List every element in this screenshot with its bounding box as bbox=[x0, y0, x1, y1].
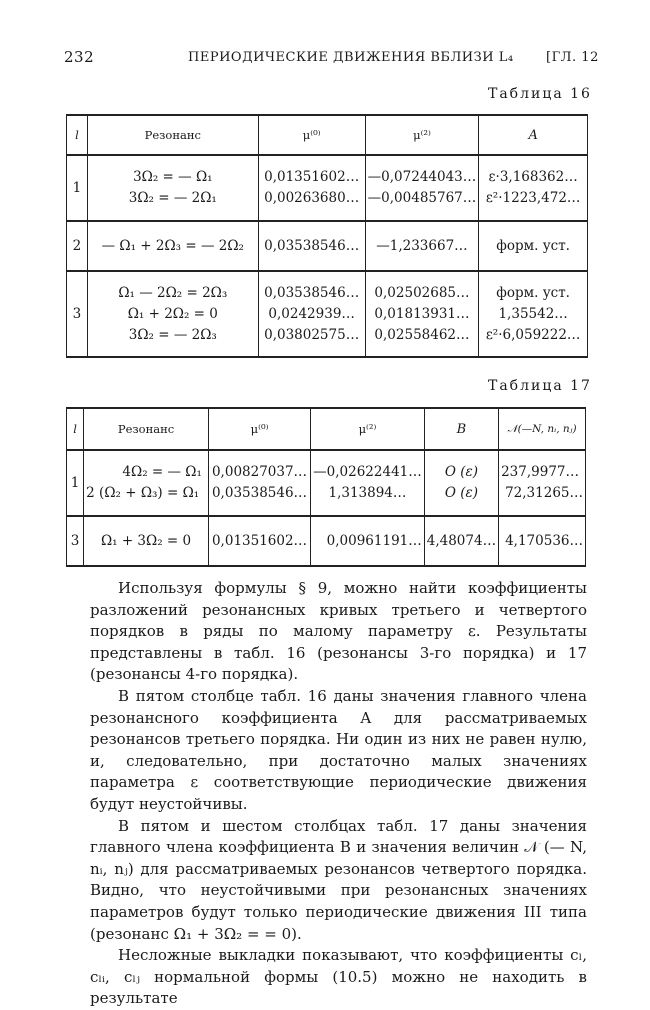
paragraph: Несложные выкладки показывают, что коэффициенты cₗ, cₗᵢ, cₗⱼ нормальной формы (10.5) можно не находить в результате bbox=[90, 946, 587, 1008]
a-cell bbox=[479, 155, 588, 221]
n-cell bbox=[499, 516, 586, 566]
paragraph: В пятом столбце табл. 16 даны значения главного члена резонансного коэффициента A для рассматриваемых резонансов третьего порядка. Ни один из них не равен нулю, и, следовательно, при достаточно малых значениях параметра ε соответствующие периодические движения будут неустойчивы. bbox=[90, 686, 587, 813]
n-cell bbox=[499, 450, 586, 516]
mu2-value: 1,313894… bbox=[328, 485, 407, 501]
body-text bbox=[90, 578, 587, 1010]
mu0-cell bbox=[258, 221, 365, 271]
table17-header-mu2: μ⁽²⁾ bbox=[311, 408, 425, 450]
row-index: 3 bbox=[67, 271, 88, 357]
mu0-value: 0,03802575… bbox=[264, 326, 360, 343]
a-cell bbox=[479, 221, 588, 271]
mu2-value: 0,00961191… bbox=[326, 532, 422, 549]
table-row bbox=[67, 155, 588, 221]
resonance-value: Ω₁ + 3Ω₂ = 0 bbox=[100, 532, 192, 549]
b-cell bbox=[424, 450, 498, 516]
table16-header-mu0: μ⁽⁰⁾ bbox=[258, 115, 365, 155]
a-value: ε²·1223,472… bbox=[485, 190, 581, 206]
resonance-value: 3Ω₂ = — 2Ω₁ bbox=[128, 190, 217, 206]
mu0-value: 0,01351602… bbox=[211, 532, 308, 549]
mu2-value: 0,02502685… bbox=[374, 284, 470, 301]
mu0-value: 0,00263680… bbox=[264, 190, 360, 206]
table17-header-mu0: μ⁽⁰⁾ bbox=[208, 408, 310, 450]
mu0-value: 0,03538546… bbox=[211, 485, 308, 501]
a-value: форм. уст. bbox=[496, 237, 570, 254]
table17-header-b: B bbox=[424, 408, 498, 450]
resonance-cell bbox=[87, 221, 258, 271]
table-row bbox=[67, 450, 586, 516]
mu2-value: 0,02558462… bbox=[374, 326, 470, 343]
resonance-value: Ω₁ — 2Ω₂ = 2Ω₃ bbox=[118, 284, 228, 301]
n-value: 72,31265… bbox=[505, 485, 583, 501]
mu0-value: 0,01351602… bbox=[264, 169, 360, 185]
table16-header-a: A bbox=[479, 115, 588, 155]
table17 bbox=[66, 407, 586, 567]
a-value: ε²·6,059222… bbox=[485, 326, 581, 343]
mu2-cell bbox=[311, 516, 425, 566]
table17-caption: Таблица 17 bbox=[488, 378, 592, 394]
mu2-value: —0,02622441… bbox=[313, 464, 422, 480]
mu2-cell bbox=[365, 155, 479, 221]
b-value: 4,48074… bbox=[426, 532, 497, 549]
mu0-cell bbox=[208, 516, 310, 566]
table17-header-resonance: Резонанс bbox=[84, 408, 209, 450]
resonance-value: 3Ω₂ = — Ω₁ bbox=[133, 169, 213, 185]
table-row bbox=[67, 271, 588, 357]
resonance-value: — Ω₁ + 2Ω₃ = — 2Ω₂ bbox=[101, 237, 244, 254]
table17-header-l: l bbox=[67, 408, 84, 450]
mu0-value: 0,03538546… bbox=[264, 284, 360, 301]
a-cell bbox=[479, 271, 588, 357]
mu2-value: —0,07244043… bbox=[367, 169, 477, 185]
row-index: 3 bbox=[67, 516, 84, 566]
n-value: 237,9977… bbox=[501, 464, 579, 480]
resonance-value: 4Ω₂ = — Ω₁ bbox=[122, 464, 202, 480]
table16-header-l: l bbox=[67, 115, 88, 155]
resonance-cell bbox=[87, 155, 258, 221]
table17-header-n: 𝒩(—N, nᵢ, nⱼ) bbox=[499, 408, 586, 450]
row-index: 2 bbox=[67, 221, 88, 271]
mu0-value: 0,03538546… bbox=[264, 237, 360, 254]
mu2-value: 0,01813931… bbox=[374, 305, 470, 322]
mu2-value: —0,00485767… bbox=[367, 190, 477, 206]
paragraph: В пятом и шестом столбцах табл. 17 даны значения главного члена коэффициента B и значения величин 𝒩 (— N, nᵢ, nⱼ) для рассматриваемых резонансов четвертого порядка. Видно, что неустойчивыми при резонансных значениях параметров будут только периодические движения III типа (резонанс Ω₁ + 3Ω₂ = = 0). bbox=[90, 816, 587, 943]
a-value: форм. уст. bbox=[496, 284, 570, 301]
b-value: O (ε) bbox=[444, 485, 478, 501]
table16-header-mu2: μ⁽²⁾ bbox=[365, 115, 479, 155]
mu2-value: —1,233667… bbox=[376, 237, 468, 254]
paragraph: Используя формулы § 9, можно найти коэффициенты разложений резонансных кривых третьего и четвертого порядков в ряды по малому параметру ε. Результаты представлены в табл. 16 (резонансы 3-го порядка) и 17 (резонансы 4-го порядка). bbox=[90, 579, 587, 684]
table16 bbox=[66, 114, 588, 358]
table-row bbox=[67, 221, 588, 271]
chapter-label: [ГЛ. 12 bbox=[546, 50, 599, 65]
a-value: 1,35542… bbox=[498, 305, 568, 322]
resonance-value: Ω₁ + 2Ω₂ = 0 bbox=[127, 305, 218, 322]
mu2-cell bbox=[365, 271, 479, 357]
mu0-value: 0,00827037… bbox=[211, 464, 308, 480]
mu2-cell bbox=[311, 450, 425, 516]
row-index: 1 bbox=[67, 450, 84, 516]
table16-caption: Таблица 16 bbox=[488, 86, 592, 102]
running-title: ПЕРИОДИЧЕСКИЕ ДВИЖЕНИЯ ВБЛИЗИ L₄ bbox=[188, 50, 514, 65]
resonance-cell bbox=[84, 450, 209, 516]
resonance-value: 3Ω₂ = — 2Ω₃ bbox=[128, 326, 217, 343]
mu0-cell bbox=[258, 155, 365, 221]
row-index: 1 bbox=[67, 155, 88, 221]
resonance-value: 2 (Ω₂ + Ω₃) = Ω₁ bbox=[86, 485, 200, 501]
a-value: ε·3,168362… bbox=[488, 169, 578, 185]
table16-header-resonance: Резонанс bbox=[87, 115, 258, 155]
table-row bbox=[67, 516, 586, 566]
b-value: O (ε) bbox=[444, 464, 478, 480]
mu0-cell bbox=[208, 450, 310, 516]
mu0-cell bbox=[258, 271, 365, 357]
resonance-cell bbox=[84, 516, 209, 566]
resonance-cell bbox=[87, 271, 258, 357]
mu2-cell bbox=[365, 221, 479, 271]
page-number: 232 bbox=[64, 48, 95, 66]
n-value: 4,170536… bbox=[505, 532, 583, 549]
mu0-value: 0,0242939… bbox=[268, 305, 355, 322]
b-cell bbox=[424, 516, 498, 566]
